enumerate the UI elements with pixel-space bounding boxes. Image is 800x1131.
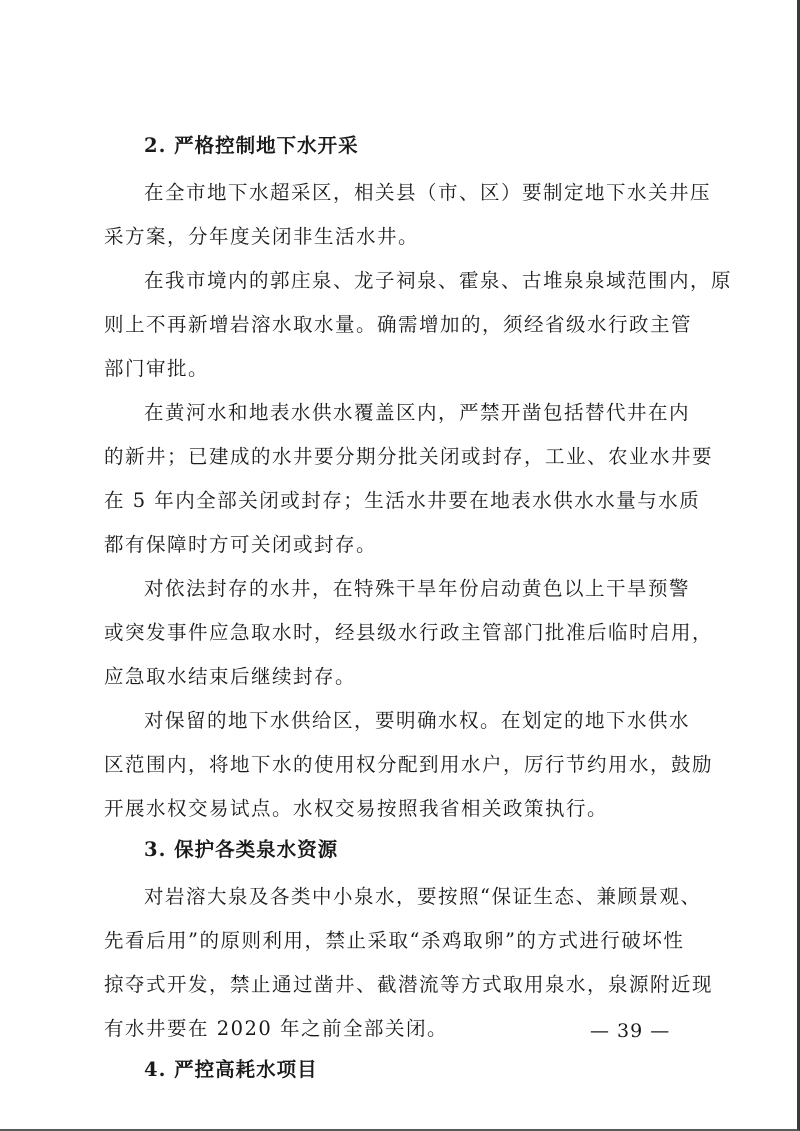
- text-line: 先看后用”的原则利用，禁止采取“杀鸡取卵”的方式进行破坏性: [104, 929, 685, 952]
- paragraph: [104, 171, 712, 259]
- text-line: 都有保障时方可关闭或封存。: [104, 533, 378, 556]
- text-line: 对保留的地下水供给区，要明确水权。在划定的地下水供水: [144, 709, 691, 732]
- text-line: 对依法封存的水井，在特殊干旱年份启动黄色以上干旱预警: [144, 577, 691, 600]
- text-line: 区范围内，将地下水的使用权分配到用水户，厉行节约用水，鼓励: [104, 753, 714, 776]
- page-number: — 39 —: [590, 1020, 671, 1042]
- text-line: 的新井；已建成的水井要分期分批关闭或封存，工业、农业水井要: [104, 445, 714, 468]
- text-line: 则上不再新增岩溶水取水量。确需增加的，须经省级水行政主管: [104, 313, 693, 336]
- text-line: 在 5 年内全部关闭或封存；生活水井要在地表水供水水量与水质: [104, 489, 701, 512]
- paragraph: [104, 391, 714, 567]
- section-heading-2: 2. 严格控制地下水开采: [144, 134, 359, 157]
- text-line: 对岩溶大泉及各类中小泉水，要按照“保证生态、兼顾景观、: [144, 885, 702, 908]
- text-line: 在黄河水和地表水供水覆盖区内，严禁开凿包括替代井在内: [144, 401, 691, 424]
- paragraph: [104, 699, 714, 831]
- text-line: 应急取水结束后继续封存。: [104, 665, 357, 688]
- page-body: [104, 127, 733, 1089]
- text-line: 部门审批。: [104, 357, 210, 380]
- text-line: 或突发事件应急取水时，经县级水行政主管部门批准后临时启用，: [104, 621, 714, 644]
- text-line: 在全市地下水超采区，相关县（市、区）要制定地下水关井压: [144, 181, 712, 204]
- section-heading-3: 3. 保护各类泉水资源: [144, 838, 339, 861]
- paragraph: [104, 259, 733, 391]
- section-heading-4: 4. 严控高耗水项目: [144, 1058, 318, 1081]
- text-line: 采方案，分年度关闭非生活水井。: [104, 225, 420, 248]
- text-line: 在我市境内的郭庄泉、龙子祠泉、霍泉、古堆泉泉域范围内，原: [144, 269, 733, 292]
- paragraph: [104, 567, 714, 699]
- text-line: 有水井要在 2020 年之前全部关闭。: [104, 1017, 449, 1040]
- text-line: 开展水权交易试点。水权交易按照我省相关政策执行。: [104, 797, 609, 820]
- text-line: 掠夺式开发，禁止通过凿井、截潜流等方式取用泉水，泉源附近现: [104, 973, 714, 996]
